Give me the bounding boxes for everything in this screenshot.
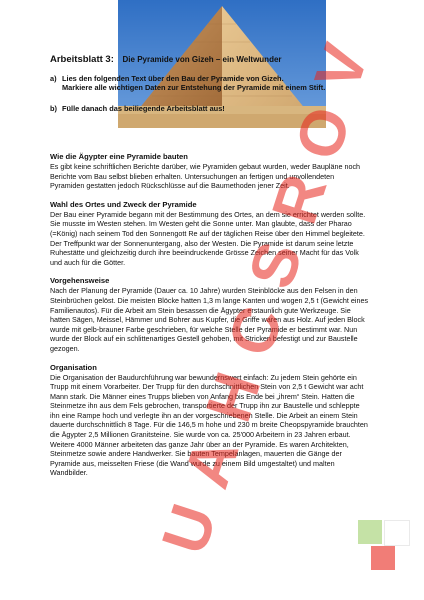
watermark-letter: R (257, 165, 341, 233)
section-text: Die Organisation der Baudurchführung war bewundernswert einfach: Zu jedem Stein gehörte ein Trupp mit einem Vorarbeiter. Der Trupp für den durchschnittlichen Stein von 2,5 t Gewicht war acht Mann stark. Die Männer eines Trupps blieben von Anfang bis Ende bei „ihrem“ Stein. Hatten die Steinmetze ihn aus dem Fels gebrochen, transportierte der Trupp ihn zur Baustelle und schleppte ihn eine Rampe hoch und verlegte ihn an der vorgeschriebenen Stelle. Die Arbeit an einem Stein dauerte durchschnittlich 8 Tage. Für die 146,5 m hohe und 230 m breite Cheopspyramide brauchten die Ägypter 2,5 Millionen Granitsteine. Sie wurde von ca. 25'000 Arbeitern in 23 Jahren erbaut. Weitere 4000 Männer arbeiteten das ganze Jahr über an der Pyramide. Es waren Architekten, Steinmetze sowie andere Handwerker. Sie bauten Tempelanlagen, mauerten die Gänge der Pyramide aus, meisselten Friese (die Wand wurde zu einem Bild umgestaltet) und malten Wandbilder. (50, 372, 368, 478)
task-b (50, 104, 225, 113)
worksheet-body (50, 152, 370, 487)
section-text: Der Bau einer Pyramide begann mit der Bestimmung des Ortes, an dem sie errichtet werden sollte. Sie musste im Westen stehen. Im Westen geht die Sonne unter. Man glaubte, dass der Pharao (=König) nach seinem Tod den Sonnengott Re auf der täglichen Reise über den Himmel begleitete. Der Treffpunkt war der Sonnenuntergang, also der Westen. Die Pyramide ist darum seine letzte Ruhestätte und gleichzeitig durch ihre beeindruckende Grösse Zeichen seiner Macht für das Volk und auch für die Götter. (50, 209, 366, 267)
watermark-letter: H (191, 363, 275, 431)
task-line: Markiere alle wichtigen Daten zur Entstehung der Pyramide mit einem Stift. (62, 83, 326, 92)
task-label: a) (50, 74, 57, 83)
watermark-letter: O (280, 98, 365, 168)
task-a (50, 74, 325, 92)
watermark-letter: V (300, 35, 383, 99)
section-organisation (50, 363, 370, 479)
watermark-letter: S (234, 233, 317, 297)
watermark-letter: A (169, 429, 253, 497)
section-heading: Wahl des Ortes und Zweck der Pyramide (50, 199, 197, 209)
watermark-letter: U (147, 495, 231, 563)
section-vorgehensweise (50, 276, 370, 353)
section-ort (50, 200, 370, 268)
section-heading: Organisation (50, 362, 97, 372)
title-text: Arbeitsblatt 3: (50, 54, 114, 65)
logo-square-icon (371, 546, 395, 570)
logo-square-icon (358, 520, 382, 544)
task-label: b) (50, 104, 57, 113)
page-title (50, 54, 370, 65)
section-heading: Wie die Ägypter eine Pyramide bauten (50, 152, 188, 161)
section-bau (50, 152, 370, 191)
subtitle-text: Die Pyramide von Gizeh – ein Weltwunder (122, 55, 282, 64)
section-text: Nach der Planung der Pyramide (Dauer ca. 10 Jahre) wurden Steinblöcke aus den Felsen in den Steinbrüchen gelöst. Die meisten Blöcke hatten 1,3 m lange Kanten und wogen 2,5 t (Gewicht eines Familienautos). Für die Arbeit am Stein besassen die Ägypter erstaunlich gute Werkzeuge. Sie hatten Sägen, Meissel, Hämmer und Bohrer aus Kupfer, die Griffe waren aus Holz. Auf jeden Block wurde mit gelb-brauner Farbe geschrieben, für welche Stelle der Pyramide er bestimmt war. Nun wurde der Block auf ein schlittenartiges Gestell gehoben, mit Stricken befestigt und zur Baustelle gezogen. (50, 286, 369, 353)
worksheet-header (50, 54, 370, 65)
section-heading: Vorgehensweise (50, 276, 110, 286)
task-line: Fülle danach das beiliegende Arbeitsblatt aus! (62, 104, 225, 113)
section-text: Es gibt keine schriftlichen Berichte darüber, wie Pyramiden gebaut wurden, weder Baupläne noch Berichte vom Bau selbst blieben erhalten. Untersuchungen an fertigen und unvollendeten Pyramiden gestatten jedoch Rückschlüsse auf die Baumethoden jener Zeit. (50, 162, 361, 191)
task-line: Lies den folgenden Text über den Bau der Pyramide von Gizeh. (62, 74, 284, 83)
publisher-logo (358, 520, 408, 580)
watermark-letter: C (213, 297, 297, 365)
logo-square-icon (384, 520, 410, 546)
